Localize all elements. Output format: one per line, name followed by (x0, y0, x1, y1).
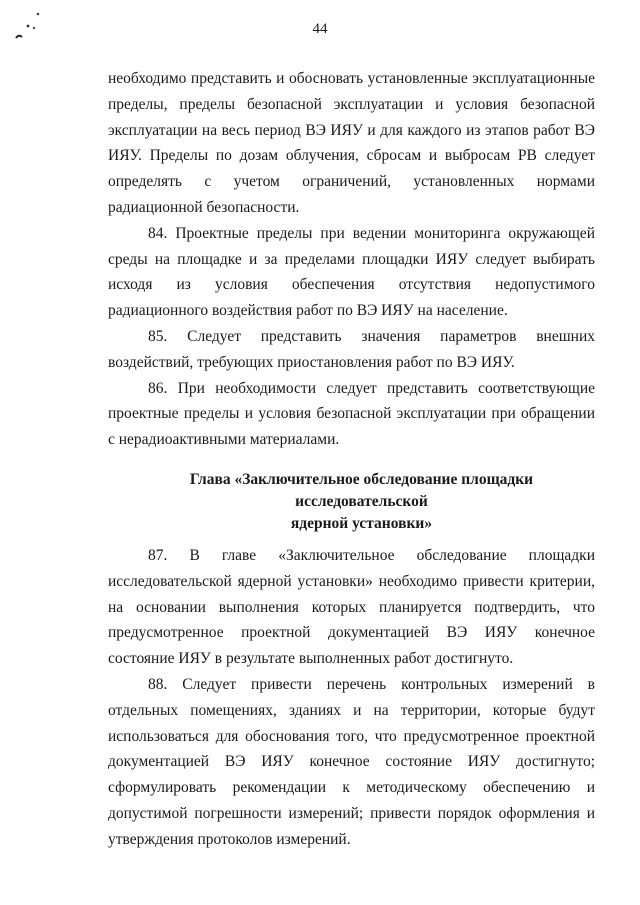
paragraph-84: 84. Проектные пределы при ведении мониторинга окружающей среды на площадке и за пределами площадки ИЯУ следует выбирать исходя из условия обеспечения отсутствия недопустимого радиационного воздействия работ по ВЭ ИЯУ на население. (108, 224, 595, 320)
paragraph-continuation: необходимо представить и обосновать установленные эксплуатационные пределы, пределы безопасной эксплуатации и условия безопасной эксплуатации на весь период ВЭ ИЯУ и для каждого из этапов работ ВЭ ИЯУ. Пределы по дозам облучения, сбросам и выбросам РВ следует определять с учетом ограничений, установленных нормами радиационной безопасности. (108, 70, 595, 216)
chapter-heading-line-1: Глава «Заключительное обследование площадки исследовательской (189, 470, 534, 510)
paragraph-86: 86. При необходимости следует представить соответствующие проектные пределы и условия безопасной эксплуатации при обращении с нерадиоактивными материалами. (108, 379, 595, 449)
chapter-heading-line-2: ядерной установки» (290, 514, 433, 532)
document-body (108, 66, 595, 853)
paragraph-85: 85. Следует представить значения параметров внешних воздействий, требующих приостановления работ по ВЭ ИЯУ. (108, 327, 595, 371)
paragraph-88: 88. Следует привести перечень контрольных измерений в отдельных помещениях, зданиях и на территории, которые будут использоваться для обоснования того, что предусмотренное проектной документацией ВЭ ИЯУ конечное состояние ИЯУ достигнуто; сформулировать рекомендации к методическому обеспечению и допустимой погрешности измерений; привести порядок оформления и утверждения протоколов измерений. (108, 675, 595, 848)
chapter-heading (108, 469, 595, 535)
paragraph-87: 87. В главе «Заключительное обследование площадки исследовательской ядерной установки» необходимо привести критерии, на основании выполнения которых планируется подтвердить, что предусмотренное проектной документацией ВЭ ИЯУ конечное состояние ИЯУ в результате выполненных работ достигнуто. (108, 546, 595, 668)
page-number: 44 (312, 21, 328, 37)
